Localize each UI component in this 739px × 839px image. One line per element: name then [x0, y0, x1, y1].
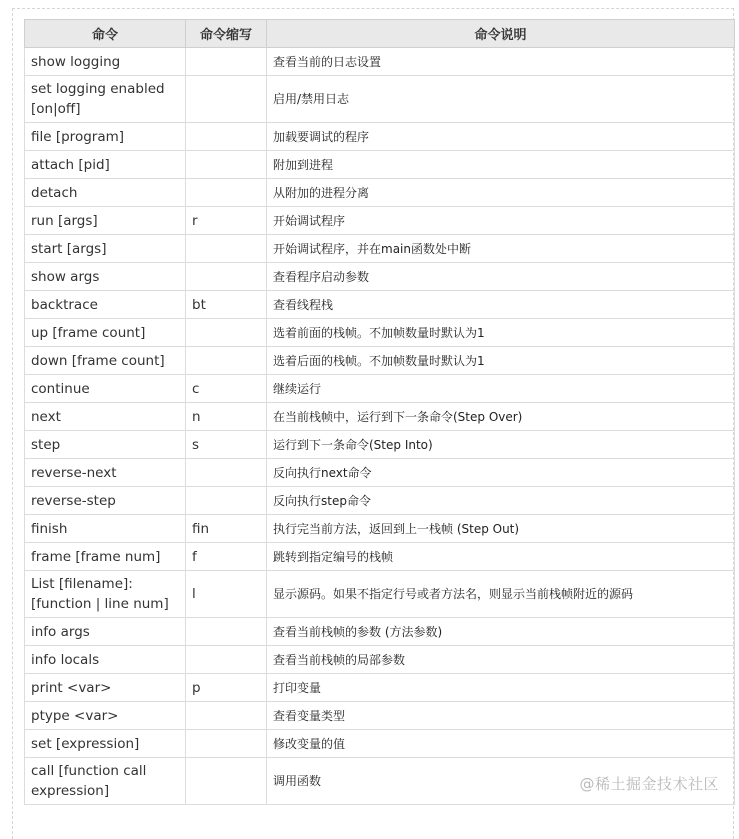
table-row	[25, 543, 735, 571]
cell-abbreviation	[186, 459, 267, 487]
cell-command: backtrace	[25, 291, 186, 319]
cell-command: run [args]	[25, 207, 186, 235]
cell-description: 查看程序启动参数	[267, 263, 735, 291]
cell-description: 查看当前栈帧的参数 (方法参数)	[267, 618, 735, 646]
table-row	[25, 291, 735, 319]
cell-abbreviation: f	[186, 543, 267, 571]
cell-command: info locals	[25, 646, 186, 674]
watermark: @稀土掘金技术社区	[579, 775, 719, 793]
cell-description: 反向执行step命令	[267, 487, 735, 515]
cell-command: step	[25, 431, 186, 459]
table-row	[25, 48, 735, 76]
cell-command: file [program]	[25, 123, 186, 151]
cell-command: info args	[25, 618, 186, 646]
cell-abbreviation: bt	[186, 291, 267, 319]
cell-command: set [expression]	[25, 730, 186, 758]
table-row	[25, 151, 735, 179]
cell-command: reverse-step	[25, 487, 186, 515]
cell-abbreviation: p	[186, 674, 267, 702]
cell-description: 查看变量类型	[267, 702, 735, 730]
table-row	[25, 618, 735, 646]
cell-command: detach	[25, 179, 186, 207]
header-description: 命令说明	[267, 20, 735, 48]
cell-description: 查看当前栈帧的局部参数	[267, 646, 735, 674]
cell-description: 跳转到指定编号的栈帧	[267, 543, 735, 571]
cell-abbreviation: n	[186, 403, 267, 431]
table-row	[25, 487, 735, 515]
cell-abbreviation	[186, 235, 267, 263]
cell-abbreviation: fin	[186, 515, 267, 543]
table-row	[25, 319, 735, 347]
cell-command: start [args]	[25, 235, 186, 263]
cell-abbreviation	[186, 618, 267, 646]
cell-command: call [function call expression]	[25, 758, 186, 805]
table-row	[25, 179, 735, 207]
cell-description: 从附加的进程分离	[267, 179, 735, 207]
cell-abbreviation	[186, 347, 267, 375]
cell-description: 显示源码。如果不指定行号或者方法名，则显示当前栈帧附近的源码	[267, 571, 735, 618]
cell-abbreviation	[186, 123, 267, 151]
cell-abbreviation: c	[186, 375, 267, 403]
cell-abbreviation	[186, 487, 267, 515]
cell-abbreviation	[186, 702, 267, 730]
cell-description: 开始调试程序，并在main函数处中断	[267, 235, 735, 263]
cell-description: 继续运行	[267, 375, 735, 403]
table-row	[25, 347, 735, 375]
cell-description: 选着前面的栈帧。不加帧数量时默认为1	[267, 319, 735, 347]
cell-description: 启用/禁用日志	[267, 76, 735, 123]
table-row	[25, 571, 735, 618]
table-row	[25, 431, 735, 459]
table-row	[25, 459, 735, 487]
cell-description: 修改变量的值	[267, 730, 735, 758]
cell-description: 反向执行next命令	[267, 459, 735, 487]
cell-abbreviation	[186, 76, 267, 123]
cell-command: attach [pid]	[25, 151, 186, 179]
cell-command: next	[25, 403, 186, 431]
header-command: 命令	[25, 20, 186, 48]
cell-abbreviation	[186, 730, 267, 758]
cell-command: print <var>	[25, 674, 186, 702]
cell-description: 在当前栈帧中，运行到下一条命令(Step Over)	[267, 403, 735, 431]
table-row	[25, 76, 735, 123]
table-header-row	[25, 20, 735, 48]
cell-command: reverse-next	[25, 459, 186, 487]
table-row	[25, 375, 735, 403]
table-row	[25, 702, 735, 730]
cell-command: set logging enabled [on|off]	[25, 76, 186, 123]
cell-description: 查看线程栈	[267, 291, 735, 319]
cell-command: finish	[25, 515, 186, 543]
cell-description: 调用函数	[267, 758, 735, 805]
cell-command: frame [frame num]	[25, 543, 186, 571]
cell-abbreviation	[186, 646, 267, 674]
cell-command: show args	[25, 263, 186, 291]
table-row	[25, 674, 735, 702]
cell-description: 选着后面的栈帧。不加帧数量时默认为1	[267, 347, 735, 375]
table-row	[25, 646, 735, 674]
cell-command: down [frame count]	[25, 347, 186, 375]
cell-command: up [frame count]	[25, 319, 186, 347]
cell-abbreviation: s	[186, 431, 267, 459]
cell-description: 执行完当前方法，返回到上一栈帧 (Step Out)	[267, 515, 735, 543]
cell-command: ptype <var>	[25, 702, 186, 730]
cell-abbreviation	[186, 151, 267, 179]
cell-description: 运行到下一条命令(Step Into)	[267, 431, 735, 459]
table-row	[25, 263, 735, 291]
cell-abbreviation: l	[186, 571, 267, 618]
cell-abbreviation	[186, 179, 267, 207]
cell-abbreviation	[186, 319, 267, 347]
table-row	[25, 235, 735, 263]
cell-command: continue	[25, 375, 186, 403]
cell-description: 附加到进程	[267, 151, 735, 179]
cell-description: 查看当前的日志设置	[267, 48, 735, 76]
table-row	[25, 207, 735, 235]
command-table	[24, 19, 735, 805]
table-row	[25, 515, 735, 543]
table-row	[25, 730, 735, 758]
cell-command: List [filename]: [function | line num]	[25, 571, 186, 618]
cell-abbreviation	[186, 263, 267, 291]
cell-abbreviation: r	[186, 207, 267, 235]
cell-description: 打印变量	[267, 674, 735, 702]
cell-command: show logging	[25, 48, 186, 76]
table-row	[25, 403, 735, 431]
header-abbreviation: 命令缩写	[186, 20, 267, 48]
table-row	[25, 123, 735, 151]
cell-abbreviation	[186, 48, 267, 76]
cell-description: 加载要调试的程序	[267, 123, 735, 151]
cell-description: 开始调试程序	[267, 207, 735, 235]
cell-abbreviation	[186, 758, 267, 805]
